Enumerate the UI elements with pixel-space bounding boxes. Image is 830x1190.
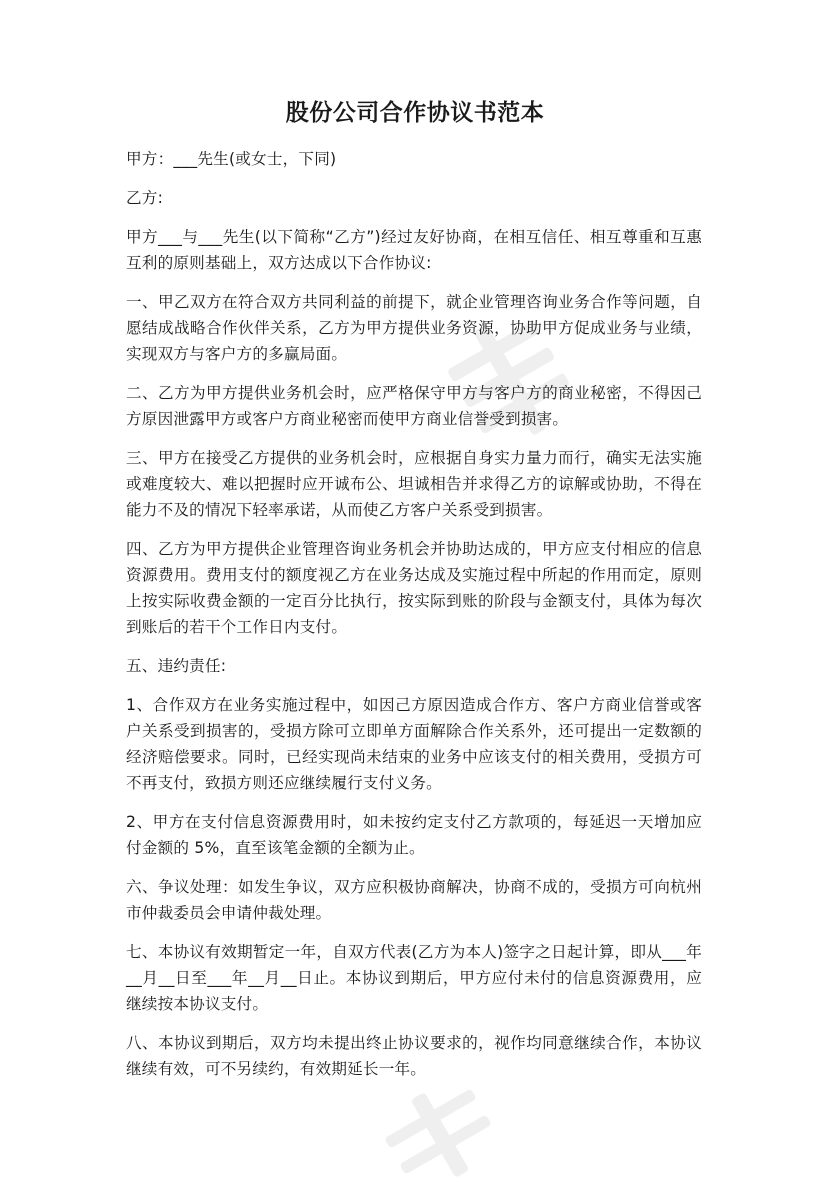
clause-1: 一、甲乙双方在符合双方共同利益的前提下，就企业管理咨询业务合作等问题，自愿结成战略合作伙伴关系，乙方为甲方提供业务资源，协助甲方促成业务与业绩，实现双方与客户方的多赢局面。 — [126, 293, 702, 363]
clause-2: 二、乙方为甲方提供业务机会时，应严格保守甲方与客户方的商业秘密，不得因己方原因泄露甲方或客户方商业秘密而使甲方商业信誉受到损害。 — [126, 384, 702, 428]
clause-5-heading: 五、违约责任: — [126, 657, 227, 675]
clause-6: 六、争议处理：如发生争议，双方应积极协商解决，协商不成的，受损方可向杭州市仲裁委员会申请仲裁处理。 — [126, 878, 702, 922]
party-b-line: 乙方: — [126, 189, 164, 207]
document-title: 股份公司合作协议书范本 — [285, 100, 545, 126]
clause-3: 三、甲方在接受乙方提供的业务机会时，应根据自身实力量力而行，确实无法实施或难度较大、难以把握时应开诚布公、坦诚相告并求得乙方的谅解或协助，不得在能力不及的情况下轻率承诺，从而使乙方客户关系受到损害。 — [126, 449, 702, 519]
clause-5-item-2: 2、甲方在支付信息资源费用时，如未按约定支付乙方款项的，每延迟一天增加应付金额的 5%，直至该笔金额的全额为止。 — [126, 813, 702, 857]
clause-7: 七、本协议有效期暂定一年，自双方代表(乙方为本人)签字之日起计算，即从___年__月__日至___年__月__日止。本协议到期后，甲方应付未付的信息资源费用，应继续按本协议支付。 — [126, 943, 702, 1013]
preamble-paragraph: 甲方___与___先生(以下简称“乙方”)经过友好协商，在相互信任、相互尊重和互惠互利的原则基础上，双方达成以下合作协议: — [126, 228, 702, 272]
clause-8: 八、本协议到期后，双方均未提出终止协议要求的，视作均同意继续合作，本协议继续有效，可不另续约，有效期延长一年。 — [126, 1034, 702, 1078]
document-body — [126, 146, 702, 1095]
clause-5-item-1: 1、合作双方在业务实施过程中，如因己方原因造成合作方、客户方商业信誉或客户关系受到损害的，受损方除可立即单方面解除合作关系外，还可提出一定数额的经济赔偿要求。同时，已经实现尚未结束的业务中应该支付的相关费用，受损方可不再支付，致损方则还应继续履行支付义务。 — [126, 696, 702, 792]
party-a-line: 甲方：___先生(或女士，下同) — [126, 150, 337, 168]
clause-4: 四、乙方为甲方提供企业管理咨询业务机会并协助达成的，甲方应支付相应的信息资源费用。费用支付的额度视乙方在业务达成及实施过程中所起的作用而定，原则上按实际收费金额的一定百分比执行，按实际到账的阶段与金额支付，具体为每次到账后的若干个工作日内支付。 — [126, 540, 702, 636]
